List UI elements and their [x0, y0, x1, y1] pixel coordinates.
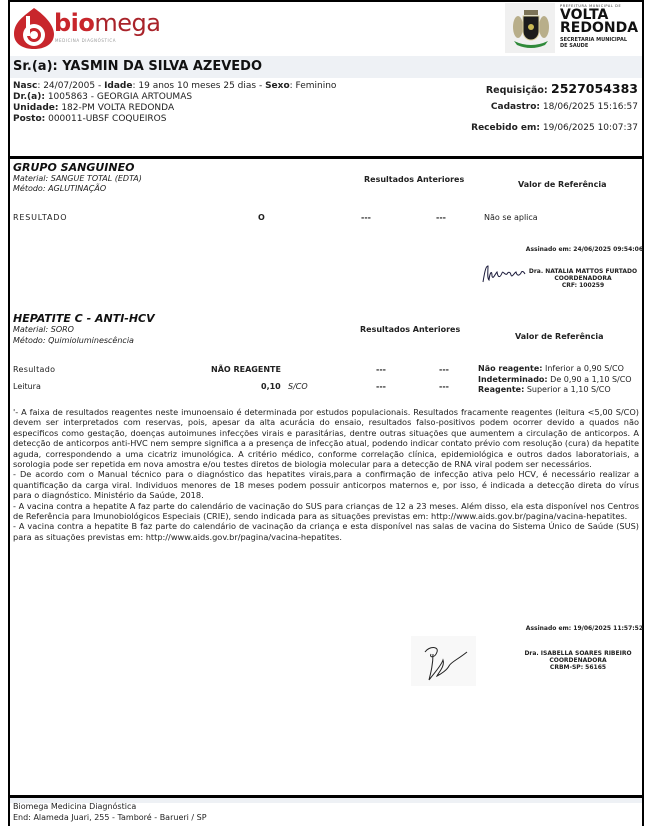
reference-value: Não se aplica — [484, 213, 538, 222]
cadastro-value: 18/06/2025 15:16:57 — [539, 102, 638, 112]
posto-label: Posto: — [13, 114, 46, 124]
reference-non-reactive: Não reagente: Inferior a 0,90 S/CO — [478, 364, 624, 373]
note-paragraph: - A vacina contra a hepatite A faz parte do calendário de vacinação do SUS para crianças de 12 a 23 meses. Além disso, ela esta disponível nos Centros de Referência para Imunobiológicos Especiais (CRIE), sendo indicada para as situações previstas em: http://www.aids.gov.br/pagina/vacina-hepatites. — [13, 500, 639, 522]
recebido-label: Recebido em: — [471, 123, 540, 133]
biomega-wordmark: biomega — [54, 9, 161, 37]
exam-method: Método: AGLUTINAÇÃO — [13, 184, 107, 193]
footer-address: End: Alameda Juari, 255 - Tamboré - Barueri / SP — [13, 813, 207, 822]
reading-value: 0,10 — [261, 382, 281, 391]
note-paragraph: - A vacina contra a hepatite B faz parte do calendário de vacinação da criança e esta disponível nas salas de vacina do Sistema Único de Saúde (SUS) para as situações previstas em: http://www.aids.gov.br/pagina/vacina-hepatites. — [13, 521, 639, 542]
note-paragraph: '- A faixa de resultados reagentes neste imunoensaio é determinada por estudos populacionais. Resultados fracamente reagentes (leitura <5,00 S/CO) devem ser interpretados com reservas, pois, apesar da alta acurácia do ensaio, resultados falso-positivos podem ocorrer devido a quados não especificos como gestação, doenças autoimunes infecções virais e parasitárias, dentre outras situações que aumentem a circulação de anticorpos. A detecção de anticorpos anti-HVC nem sempre significa a a presença de infecção atual, podendo indicar contato prévio com resolução (cura) da hepatite aguda, correspondendo a uma cicatriz imunológica. A critério médico, conforme correlação clínica, epidemiológica e outros dados laboratoriais, a sorologia pode ser repetida em nova amostra e/ou testes diretos de biologia molecular para a detecção de RNA viral podem ser necessários. — [13, 407, 639, 470]
nasc-label: Nasc — [13, 81, 38, 91]
reference-reactive: Reagente: Superior a 1,10 S/CO — [478, 385, 611, 394]
sexo-value: : Feminino — [289, 81, 337, 91]
requisicao-line — [486, 78, 638, 97]
exam-title: HEPATITE C - ANTI-HCV — [13, 312, 155, 325]
dr-value: 1005863 - GEORGIA ARTOUMAS — [44, 92, 193, 102]
cadastro-label: Cadastro: — [490, 102, 540, 112]
biomega-tagline: MEDICINA DIAGNÓSTICA — [55, 38, 117, 43]
signer-registry: CRBM-SP: 56165 — [549, 664, 607, 671]
signature-ribeiro — [411, 636, 476, 686]
exam-material: Material: SORO — [13, 325, 74, 334]
signer-name: Dra. NATALIA MATTOS FURTADO — [528, 268, 638, 275]
exam-title: GRUPO SANGUINEO — [13, 161, 135, 174]
posto-value: 000011-UBSF COQUEIROS — [45, 114, 167, 124]
result-label: RESULTADO — [13, 213, 68, 222]
exam-material: Material: SANGUE TOTAL (EDTA) — [13, 174, 142, 183]
unidade-label: Unidade: — [13, 103, 59, 113]
reading-unit: S/CO — [288, 382, 308, 391]
gov-logo-line1: VOLTA — [560, 7, 609, 23]
volta-redonda-logo — [505, 3, 640, 55]
unidade-line — [13, 103, 174, 114]
footer-company: Biomega Medicina Diagnóstica — [13, 802, 137, 811]
signature-image — [411, 636, 476, 686]
previous-results-header: Resultados Anteriores — [360, 325, 461, 334]
requisicao-value: 2527054383 — [551, 81, 638, 96]
top-border — [8, 0, 644, 2]
signer-registry: CRF: 100259 — [561, 282, 605, 289]
unidade-value: 182-PM VOLTA REDONDA — [58, 103, 175, 113]
biomega-logo-mark — [12, 6, 56, 50]
previous-result-2: --- — [439, 365, 449, 374]
reference-values — [478, 364, 640, 396]
result-value: NÃO REAGENTE — [211, 365, 281, 374]
note-paragraph: - De acordo com o Manual técnico para o diagnóstico das hepatites virais,para a confirmação de infecção ativa pelo HCV, é necessário realizar a quantificação da carga viral. Individuos menores de 18 meses podem possuir anticorpos maternos e, por isso, é indicada a detecção direta do vírus para o diagnóstico. Ministério da Saúde, 2018. — [13, 469, 639, 501]
signer-name: Dra. ISABELLA SOARES RIBEIRO — [524, 650, 632, 657]
coat-of-arms-icon — [511, 7, 551, 49]
cadastro-line — [491, 102, 638, 113]
requisicao-label: Requisição: — [485, 85, 552, 96]
exam-method: Método: Quimioluminescência — [13, 336, 134, 345]
biomega-logo — [12, 6, 161, 50]
patient-name: Sr.(a): YASMIN DA SILVA AZEVEDO — [13, 59, 262, 74]
previous-reading-1: --- — [376, 382, 386, 391]
recebido-value: 19/06/2025 10:07:37 — [539, 123, 638, 133]
signature-image — [480, 262, 528, 286]
gov-logo-top: PREFEITURA MUNICIPAL DE — [560, 4, 622, 8]
exam-notes — [13, 407, 639, 542]
nasc-value: : 24/07/2005 - — [37, 81, 105, 91]
result-value: O — [258, 213, 265, 222]
previous-result-1: --- — [361, 213, 371, 222]
patient-birth-line — [13, 81, 336, 92]
signed-at: Assinado em: 24/06/2025 09:54:06 — [525, 246, 643, 253]
signer-role: COORDENADORA — [549, 657, 607, 664]
reference-header: Valor de Referência — [515, 332, 604, 341]
reference-header: Valor de Referência — [518, 180, 607, 189]
posto-line — [13, 114, 166, 125]
doctor-line — [13, 92, 192, 103]
right-border — [642, 0, 644, 826]
recebido-line — [471, 123, 638, 134]
signature-furtado — [480, 262, 528, 286]
header-divider — [8, 156, 644, 159]
previous-reading-2: --- — [439, 382, 449, 391]
idade-value: : 19 anos 10 meses 25 dias - — [132, 81, 266, 91]
previous-result-1: --- — [376, 365, 386, 374]
left-border — [8, 0, 10, 826]
dr-label: Dr.(a): — [13, 92, 45, 102]
gov-logo-line3: SECRETARIA MUNICIPAL — [560, 37, 628, 43]
signer-role: COORDENADORA — [554, 275, 612, 282]
sexo-label: Sexo — [265, 81, 290, 91]
result-label: Resultado — [13, 365, 56, 374]
signed-at: Assinado em: 19/06/2025 11:57:52 — [525, 625, 643, 632]
previous-results-header: Resultados Anteriores — [364, 175, 465, 184]
reference-indeterminate: Indeterminado: De 0,90 a 1,10 S/CO — [478, 374, 632, 384]
gov-logo-line2: REDONDA — [560, 20, 639, 36]
previous-result-2: --- — [436, 213, 446, 222]
reading-label: Leitura — [13, 382, 41, 391]
gov-logo-line4: DE SAUDE — [560, 43, 589, 49]
idade-label: Idade — [104, 81, 133, 91]
